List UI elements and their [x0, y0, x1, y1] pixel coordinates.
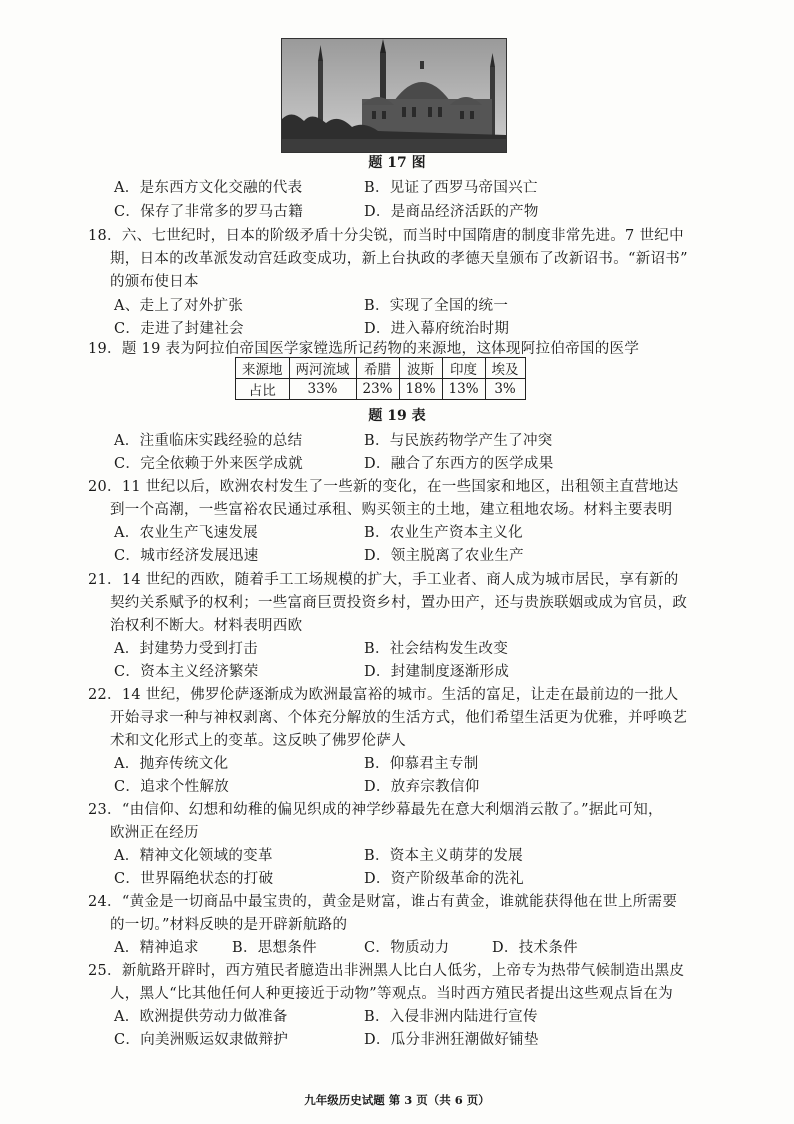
q19-option-b[interactable]: B．与民族药物学产生了冲突 — [364, 433, 553, 449]
q21-option-d[interactable]: D．封建制度逐渐形成 — [364, 664, 510, 680]
q25-option-b[interactable]: B．入侵非洲内陆进行宣传 — [364, 1009, 538, 1025]
q19-table-cell: 18% — [399, 379, 442, 400]
q19-caption: 题 19 表 — [368, 408, 426, 424]
q19-option-d[interactable]: D．融合了东西方的医学成果 — [364, 456, 554, 472]
q19-table-value-row — [236, 379, 526, 400]
page-footer: 九年级历史试题 第 3 页（共 6 页） — [304, 1093, 490, 1107]
q18-stem-line: 的颁布使日本 — [110, 274, 199, 290]
q21-option-b[interactable]: B．社会结构发生改变 — [364, 641, 509, 657]
q20-stem-line: 到一个高潮，一些富裕农民通过承租、购买领主的土地，建立租地农场。材料主要表明 — [110, 502, 673, 518]
q22-stem-line: 开始寻求一种与神权剥离、个体充分解放的生活方式，他们希望生活更为优雅，并呼唤艺 — [110, 710, 688, 726]
q17-caption: 题 17 图 — [368, 155, 426, 171]
q19-table-cell: 3% — [485, 379, 525, 400]
q19-table-cell: 23% — [356, 379, 399, 400]
q18-stem-line: 期，日本的改革派发动宫廷政变成功，新上台执政的孝德天皇颁布了改新诏书。“新诏书” — [110, 251, 688, 267]
q18-option-a[interactable]: A、走上了对外扩张 — [114, 298, 244, 314]
q17-option-b[interactable]: B．见证了西罗马帝国兴亡 — [364, 180, 538, 196]
q18-option-b[interactable]: B．实现了全国的统一 — [364, 298, 509, 314]
q25-option-a[interactable]: A．欧洲提供劳动力做准备 — [114, 1009, 288, 1025]
q19-table-cell: 占比 — [236, 379, 290, 400]
q23-stem-line: 欧洲正在经历 — [110, 825, 199, 841]
q21-stem-line: 契约关系赋予的权利；一些富商巨贾投资乡村，置办田产，还与贵族联姻或成为官员，政 — [110, 595, 688, 611]
q24-option-b[interactable]: B．思想条件 — [232, 940, 317, 956]
q19-option-c[interactable]: C．完全依赖于外来医学成就 — [114, 456, 303, 472]
q21-stem-line: 21．14 世纪的西欧，随着手工工场规模的扩大，手工业者、商人成为城市居民，享有新的 — [88, 572, 679, 588]
q19-stem-line: 19．题 19 表为阿拉伯帝国医学家镗选所记药物的来源地，这体现阿拉伯帝国的医学 — [88, 341, 640, 357]
q17-option-d[interactable]: D．是商品经济活跃的产物 — [364, 204, 539, 220]
q22-option-d[interactable]: D．放弃宗教信仰 — [364, 779, 480, 795]
q20-option-c[interactable]: C．城市经济发展迅速 — [114, 548, 259, 564]
q19-table-cell: 两河流域 — [289, 358, 356, 379]
q20-option-a[interactable]: A．农业生产飞速发展 — [114, 525, 258, 541]
q25-stem-line: 25．新航路开辟时，西方殖民者臆造出非洲黑人比白人低劣，上帝专为热带气候制造出黑皮 — [88, 963, 685, 979]
q18-stem-line: 18．六、七世纪时，日本的阶级矛盾十分尖锐，而当时中国隋唐的制度非常先进。7 世纪中 — [88, 228, 684, 244]
q20-option-d[interactable]: D．领主脱离了农业生产 — [364, 548, 524, 564]
q20-stem-line: 20．11 世纪以后，欧洲农村发生了一些新的变化，在一些国家和地区，出租领主直营地达 — [88, 479, 679, 495]
q17-option-c[interactable]: C．保存了非常多的罗马古籍 — [114, 204, 303, 220]
q17-option-a[interactable]: A．是东西方文化交融的代表 — [114, 180, 303, 196]
q24-option-d[interactable]: D．技术条件 — [492, 940, 578, 956]
q22-option-a[interactable]: A．抛弃传统文化 — [114, 756, 229, 772]
q19-table-header-row — [236, 358, 526, 379]
q25-option-d[interactable]: D．瓜分非洲狂潮做好铺垫 — [364, 1032, 539, 1048]
q21-option-a[interactable]: A．封建势力受到打击 — [114, 641, 258, 657]
q19-table-cell: 埃及 — [485, 358, 525, 379]
q23-option-a[interactable]: A．精神文化领域的变革 — [114, 848, 273, 864]
q24-option-a[interactable]: A．精神追求 — [114, 940, 199, 956]
q19-table-cell: 希腊 — [356, 358, 399, 379]
q19-table — [235, 357, 526, 400]
q17-figure — [281, 38, 507, 153]
q19-table-cell: 13% — [442, 379, 485, 400]
q22-option-c[interactable]: C．追求个性解放 — [114, 779, 229, 795]
q24-stem-line: 的一切。”材料反映的是开辟新航路的 — [110, 917, 348, 933]
q19-table-cell: 33% — [289, 379, 356, 400]
q22-stem-line: 术和文化形式上的变革。这反映了佛罗伦萨人 — [110, 733, 406, 749]
q19-table-cell: 来源地 — [236, 358, 290, 379]
q24-option-c[interactable]: C．物质动力 — [364, 940, 450, 956]
q18-option-c[interactable]: C．走进了封建社会 — [114, 321, 244, 337]
q23-option-b[interactable]: B．资本主义萌芽的发展 — [364, 848, 523, 864]
q25-stem-line: 人，黑人“比其他任何人种更接近于动物”等观点。当时西方殖民者提出这些观点旨在为 — [110, 986, 674, 1002]
q23-option-d[interactable]: D．资产阶级革命的洗礼 — [364, 871, 524, 887]
q24-stem-line: 24．“黄金是一切商品中最宝贵的，黄金是财富，谁占有黄金，谁就能获得他在世上所需要 — [88, 894, 678, 910]
q23-stem-line: 23．“由信仰、幻想和幼稚的偏见织成的神学纱幕最先在意大利烟消云散了。”据此可知， — [88, 802, 663, 818]
q18-option-d[interactable]: D．进入幕府统治时期 — [364, 321, 510, 337]
q21-stem-line: 治权利不断大。材料表明西欧 — [110, 618, 303, 634]
q19-option-a[interactable]: A．注重临床实践经验的总结 — [114, 433, 303, 449]
q23-option-c[interactable]: C．世界隔绝状态的打破 — [114, 871, 274, 887]
q22-option-b[interactable]: B．仰慕君主专制 — [364, 756, 479, 772]
q25-option-c[interactable]: C．向美洲贩运奴隶做辩护 — [114, 1032, 289, 1048]
q22-stem-line: 22．14 世纪，佛罗伦萨逐渐成为欧洲最富裕的城市。生活的富足，让走在最前边的一批人 — [88, 687, 679, 703]
q21-option-c[interactable]: C．资本主义经济繁荣 — [114, 664, 259, 680]
q20-option-b[interactable]: B．农业生产资本主义化 — [364, 525, 523, 541]
q19-table-cell: 波斯 — [399, 358, 442, 379]
q19-table-cell: 印度 — [442, 358, 485, 379]
